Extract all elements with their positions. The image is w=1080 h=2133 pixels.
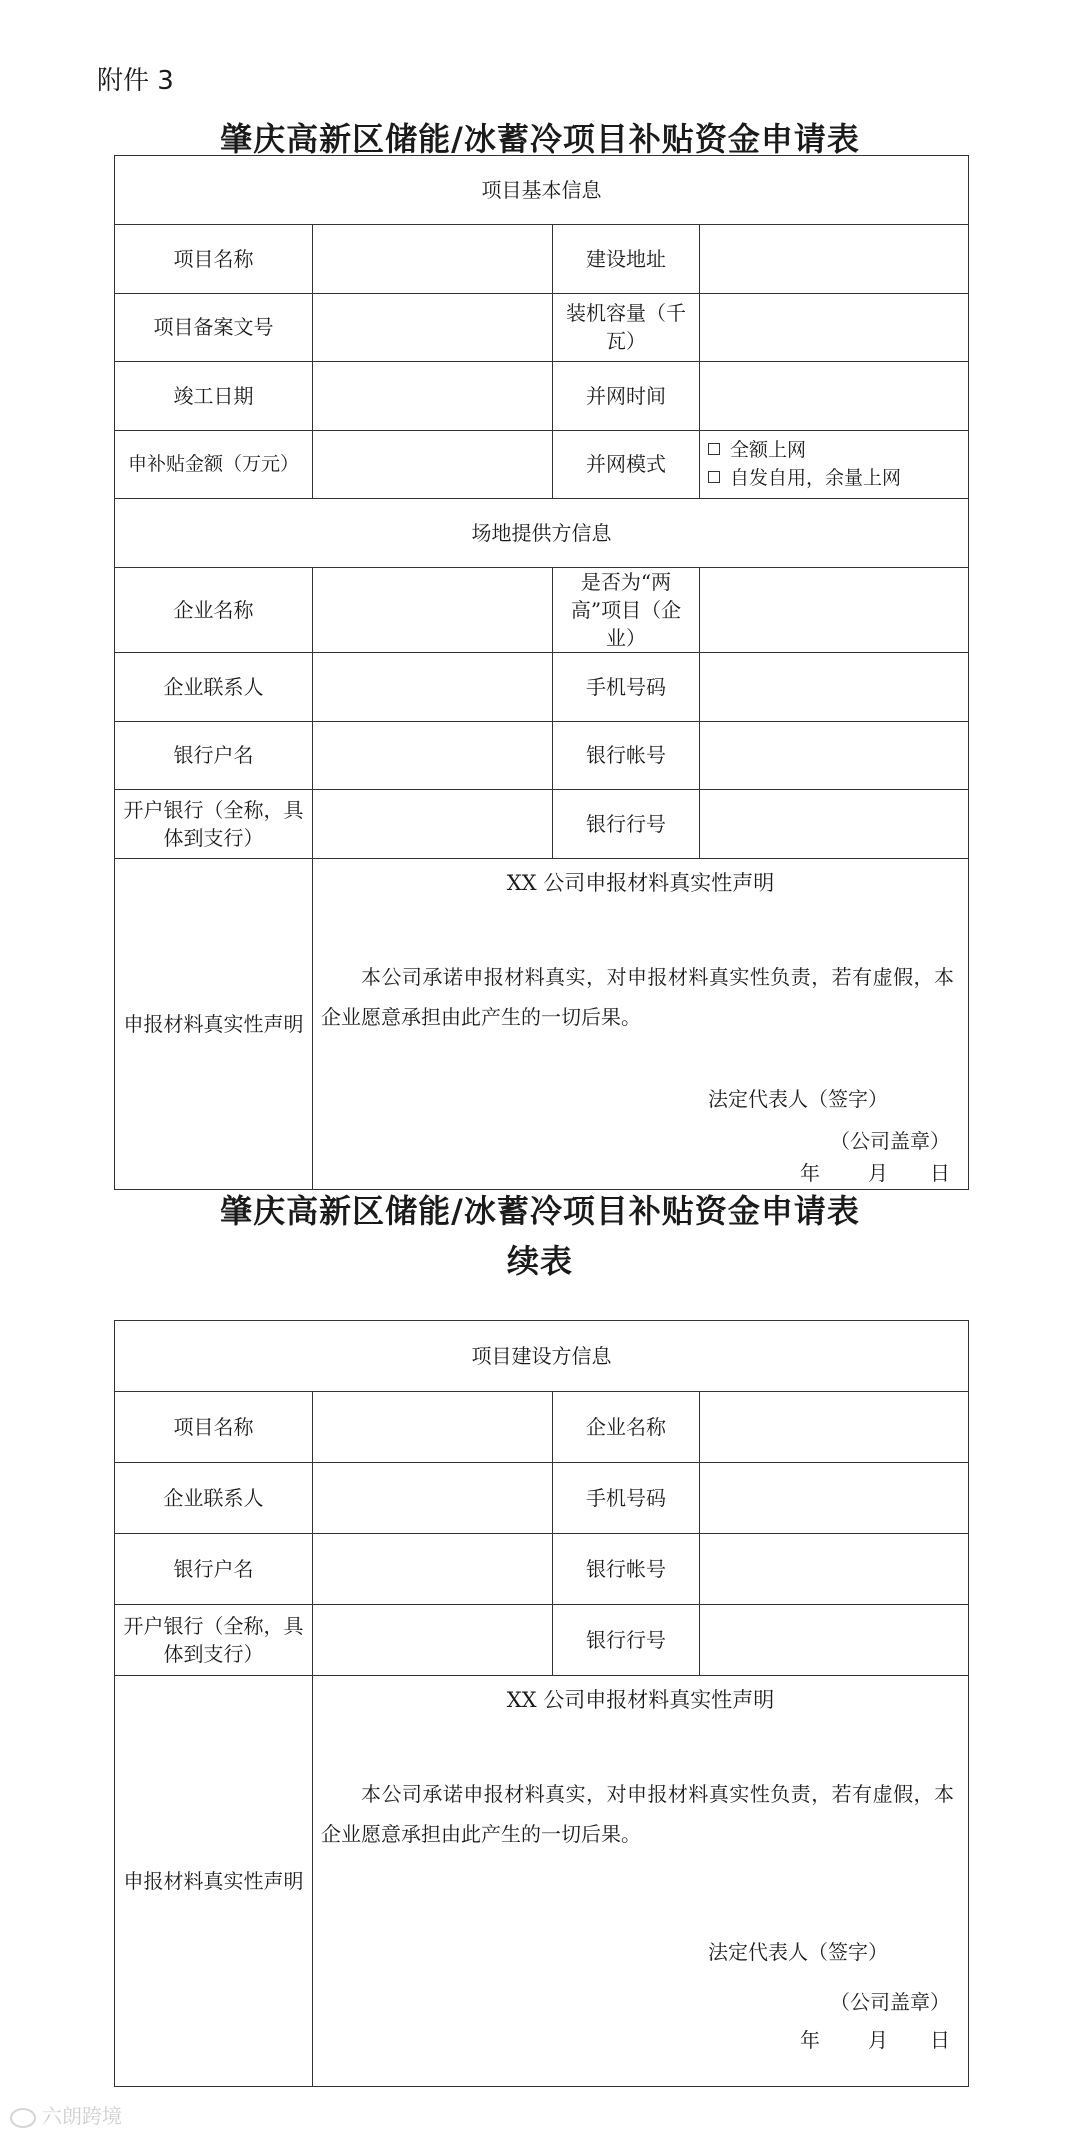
- watermark: [10, 2100, 122, 2129]
- label-declaration: 申报材料真实性声明: [115, 858, 313, 1189]
- field-phone[interactable]: [700, 653, 969, 722]
- field-bank-branch[interactable]: [313, 1605, 553, 1676]
- form-title: 肇庆高新区储能/冰蓄冷项目补贴资金申请表: [220, 120, 860, 158]
- section-site-provider-info: 场地提供方信息: [115, 499, 969, 568]
- continued-label: 续表: [506, 1242, 573, 1280]
- field-company-name[interactable]: [313, 568, 553, 653]
- label-contact: 企业联系人: [115, 653, 313, 722]
- label-build-address: 建设地址: [553, 225, 700, 294]
- label-grid-mode: 并网模式: [553, 430, 700, 499]
- declaration-block: [313, 1676, 969, 2087]
- label-project-name: 项目名称: [115, 225, 313, 294]
- field-bank-branch[interactable]: [313, 790, 553, 859]
- field-capacity[interactable]: [700, 293, 969, 362]
- field-phone[interactable]: [700, 1463, 969, 1534]
- declaration-title: XX 公司申报材料真实性声明: [506, 1688, 775, 1712]
- signature-label: 法定代表人（签字）: [708, 1086, 888, 1111]
- field-two-high[interactable]: [700, 568, 969, 653]
- label-declaration: 申报材料真实性声明: [115, 1676, 313, 2087]
- date-line: [800, 2026, 950, 2054]
- form-title-continued: 肇庆高新区储能/冰蓄冷项目补贴资金申请表: [220, 1192, 860, 1230]
- label-bank-branch: 开户银行（全称，具体到支行）: [115, 1605, 313, 1676]
- date-year: 年: [800, 1160, 820, 1185]
- label-two-high: 是否为“两高”项目（企业）: [553, 568, 700, 653]
- application-form-main: [114, 155, 969, 1190]
- label-phone: 手机号码: [553, 1463, 700, 1534]
- date-line: [800, 1159, 950, 1187]
- label-company-name: 企业名称: [553, 1392, 700, 1463]
- date-day: 日: [930, 2028, 950, 2052]
- date-day: 日: [930, 1160, 950, 1185]
- field-completion-date[interactable]: [313, 362, 553, 431]
- field-contact[interactable]: [313, 1463, 553, 1534]
- field-bank-account-no[interactable]: [700, 1534, 969, 1605]
- label-subsidy-amount: 申补贴金额（万元）: [115, 430, 313, 499]
- label-contact: 企业联系人: [115, 1463, 313, 1534]
- date-month: 月: [868, 1160, 888, 1185]
- option-full-grid[interactable]: [708, 436, 962, 464]
- checkbox-icon[interactable]: [708, 471, 720, 483]
- label-project-name: 项目名称: [115, 1392, 313, 1463]
- declaration-block: [313, 858, 969, 1189]
- signature-label: 法定代表人（签字）: [708, 1940, 888, 1964]
- field-contact[interactable]: [313, 653, 553, 722]
- grid-mode-options: [700, 430, 969, 499]
- field-bank-code[interactable]: [700, 790, 969, 859]
- date-year: 年: [800, 2028, 820, 2052]
- seal-label: （公司盖章）: [830, 1990, 950, 2014]
- field-subsidy-amount[interactable]: [313, 430, 553, 499]
- option-self-use-surplus[interactable]: [708, 464, 962, 492]
- label-bank-account-no: 银行帐号: [553, 721, 700, 790]
- label-record-no: 项目备案文号: [115, 293, 313, 362]
- field-bank-account-name[interactable]: [313, 721, 553, 790]
- field-project-name[interactable]: [313, 1392, 553, 1463]
- label-bank-branch: 开户银行（全称，具体到支行）: [115, 790, 313, 859]
- label-bank-code: 银行行号: [553, 790, 700, 859]
- section-builder-info: 项目建设方信息: [115, 1321, 969, 1392]
- label-grid-time: 并网时间: [553, 362, 700, 431]
- seal-label: （公司盖章）: [830, 1128, 950, 1153]
- field-bank-code[interactable]: [700, 1605, 969, 1676]
- declaration-title: XX 公司申报材料真实性声明: [506, 870, 775, 895]
- label-completion-date: 竣工日期: [115, 362, 313, 431]
- label-capacity: 装机容量（千瓦）: [553, 293, 700, 362]
- watermark-logo-icon: [10, 2108, 36, 2128]
- declaration-text: 本公司承诺申报材料真实，对申报材料真实性负责，若有虚假，本企业愿意承担由此产生的一切后果。: [321, 964, 954, 1029]
- section-project-basic-info: 项目基本信息: [115, 156, 969, 225]
- label-bank-code: 银行行号: [553, 1605, 700, 1676]
- label-company-name: 企业名称: [115, 568, 313, 653]
- field-project-name[interactable]: [313, 225, 553, 294]
- option-label: 自发自用，余量上网: [730, 467, 902, 490]
- field-company-name[interactable]: [700, 1392, 969, 1463]
- declaration-text: 本公司承诺申报材料真实，对申报材料真实性负责，若有虚假，本企业愿意承担由此产生的一切后果。: [321, 1782, 954, 1846]
- field-build-address[interactable]: [700, 225, 969, 294]
- label-bank-account-name: 银行户名: [115, 721, 313, 790]
- field-bank-account-name[interactable]: [313, 1534, 553, 1605]
- label-bank-account-name: 银行户名: [115, 1534, 313, 1605]
- label-phone: 手机号码: [553, 653, 700, 722]
- attachment-label: 附件 3: [97, 66, 174, 96]
- field-bank-account-no[interactable]: [700, 721, 969, 790]
- date-month: 月: [868, 2028, 888, 2052]
- field-grid-time[interactable]: [700, 362, 969, 431]
- option-label: 全额上网: [730, 439, 807, 462]
- checkbox-icon[interactable]: [708, 443, 720, 455]
- watermark-text: 六朗跨境: [42, 2104, 122, 2128]
- field-record-no[interactable]: [313, 293, 553, 362]
- application-form-continued: [114, 1320, 969, 2087]
- label-bank-account-no: 银行帐号: [553, 1534, 700, 1605]
